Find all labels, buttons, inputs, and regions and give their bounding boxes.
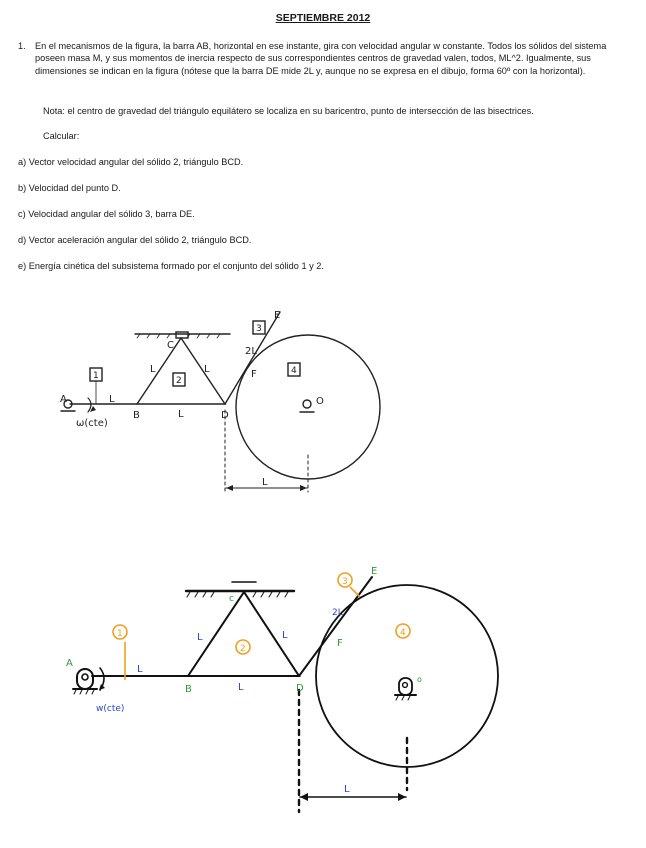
fig2-label-d: D	[296, 683, 304, 694]
fig2-label-b: B	[185, 684, 192, 695]
fig1-label-l-dim: L	[262, 477, 268, 488]
fig2-label-a: A	[66, 658, 73, 669]
fig1-label-s4: 4	[291, 366, 297, 376]
fig1-label-2l: 2L	[245, 346, 257, 357]
fig1-label-s1: 1	[93, 371, 99, 381]
fig1-label-e: E	[274, 310, 281, 321]
fig2-label-s2: 2	[240, 644, 246, 654]
problem-note: Nota: el centro de gravedad del triángulo equilátero se localiza en su baricentro, punto de intersección de las bisectrices.	[43, 106, 534, 116]
fig2-pivot-a	[77, 669, 93, 689]
question-e: e) Energía cinética del subsistema formado por el conjunto del sólido 1 y 2.	[18, 261, 324, 271]
fig1-label-l-bd: L	[178, 409, 184, 420]
fig2-label-c: c	[229, 594, 234, 604]
fig2-pivot-o	[399, 678, 412, 695]
fig2-label-l-cd: L	[282, 630, 288, 641]
fig1-label-f: F	[251, 369, 257, 380]
fig2-label-s3: 3	[342, 577, 348, 587]
fig2-label-l-dim: L	[344, 784, 350, 795]
fig2-label-o: o	[417, 675, 422, 684]
fig1-label-o: O	[316, 396, 324, 407]
fig2-label-e: E	[371, 566, 378, 577]
fig1-label-s2: 2	[176, 376, 182, 386]
fig2-label-s4: 4	[400, 628, 406, 638]
fig1-label-b: B	[133, 410, 140, 421]
fig1-label-l-bc: L	[150, 364, 156, 375]
fig2-label-f: F	[337, 638, 343, 649]
fig1-label-omega: ω(cte)	[76, 418, 108, 429]
fig2-label-s1: 1	[117, 629, 123, 639]
fig2-label-omega: w(cte)	[96, 704, 125, 714]
fig2-label-l-bd: L	[238, 682, 244, 693]
calc-label: Calcular:	[43, 131, 80, 141]
question-c: c) Velocidad angular del sólido 3, barra DE.	[18, 209, 195, 219]
question-d: d) Vector aceleración angular del sólido 2, triángulo BCD.	[18, 235, 252, 245]
fig1-label-l-cd: L	[204, 364, 210, 375]
question-b: b) Velocidad del punto D.	[18, 183, 121, 193]
fig1-label-d: D	[221, 410, 229, 421]
problem-number: 1.	[18, 41, 26, 51]
fig2-label-2l: 2L	[332, 608, 343, 618]
question-a: a) Vector velocidad angular del sólido 2, triángulo BCD.	[18, 157, 244, 167]
fig2-label-l-bc: L	[197, 632, 203, 643]
fig1-label-a: A	[60, 394, 67, 405]
fig1-label-s3: 3	[256, 324, 262, 334]
page-title: SEPTIEMBRE 2012	[275, 12, 371, 24]
problem-text: En el mecanismos de la figura, la barra AB, horizontal en ese instante, gira con velocidad angular w constante. Todos los sólidos del sistema poseen masa M, y sus momentos de inercia respecto de sus correspondientes centros de gravedad valen, todos, ML^2. Igualmente, sus dimensiones se indican en la figura (nótese que la barra DE mide 2L y, aunque no se expresa en el dibujo, forma 60º con la horizontal).	[35, 41, 607, 76]
fig1-label-l-ab: L	[109, 394, 115, 405]
fig2-label-l-ab: L	[137, 664, 143, 675]
fig2-bar-de	[299, 577, 372, 676]
fig1-label-c: C	[167, 340, 174, 351]
